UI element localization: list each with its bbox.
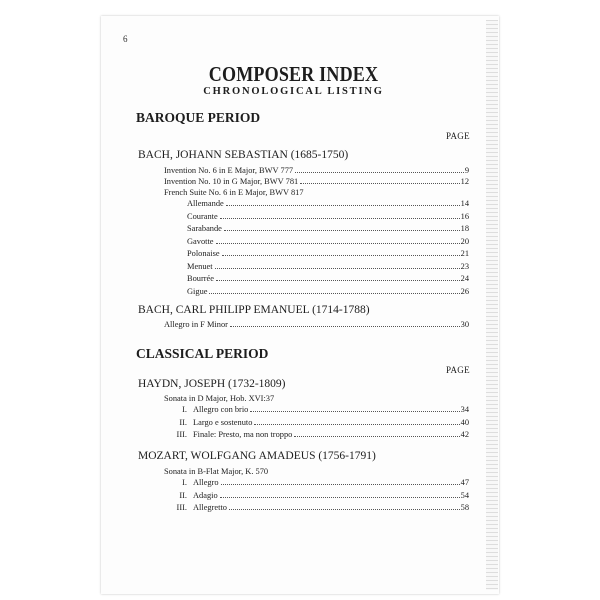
page-ref: 40	[460, 417, 469, 427]
work-title: Invention No. 6 in E Major, BWV 777	[164, 166, 294, 175]
toc-entry	[170, 502, 469, 515]
dot-leader	[215, 268, 460, 269]
movement-title: Gigue	[187, 286, 208, 296]
movement-title: Menuet	[187, 261, 213, 271]
bach-js-works	[164, 165, 469, 198]
page-ref: 9	[464, 166, 469, 175]
page-ref: 58	[460, 503, 469, 512]
page-title: COMPOSER INDEX	[208, 62, 379, 86]
sonata-title-text: Sonata in B-Flat Major, K. 570	[164, 467, 269, 476]
toc-entry	[170, 417, 469, 430]
toc-entry	[187, 198, 469, 211]
page-column-header-classical: PAGE	[446, 365, 470, 375]
toc-entry	[170, 429, 469, 442]
dot-leader	[222, 255, 460, 256]
dot-leader	[216, 243, 460, 244]
toc-entry	[187, 211, 469, 224]
dot-leader	[300, 183, 459, 184]
movement-title: Allemande	[187, 199, 224, 208]
classical-heading: CLASSICAL PERIOD	[136, 346, 269, 361]
movement-number: I.	[182, 478, 187, 487]
mozart-movements	[170, 477, 469, 515]
dot-leader	[221, 484, 460, 485]
toc-entry	[187, 261, 469, 274]
mozart-sonata-title	[164, 466, 469, 477]
dot-leader	[254, 424, 459, 425]
page-ref: 14	[460, 199, 469, 208]
movement-title: Allegro	[193, 478, 219, 487]
movement-title: Polonaise	[187, 249, 220, 258]
movement-title: Allegretto	[193, 503, 227, 512]
movement-title: Allegro con brio	[193, 405, 249, 414]
suite-title-text: French Suite No. 6 in E Major, BWV 817	[164, 188, 304, 197]
page-ref: 47	[460, 478, 469, 487]
work-title: Invention No. 10 in G Major, BWV 781	[164, 177, 299, 186]
sonata-title	[164, 393, 469, 404]
composer-bach-js: BACH, JOHANN SEBASTIAN (1685-1750)	[138, 149, 349, 161]
movement-title: Sarabande	[187, 224, 222, 233]
page-ref: 18	[460, 224, 469, 233]
page-ref: 24	[460, 274, 469, 283]
movement-title: Largo e sostenuto	[193, 417, 253, 427]
toc-entry	[164, 319, 469, 330]
suite-title	[164, 187, 469, 198]
toc-entry	[187, 273, 469, 286]
movement-title: Gavotte	[187, 236, 214, 246]
spiral-binding	[486, 20, 498, 590]
page-ref: 12	[460, 177, 469, 186]
movement-title: Bourrée	[187, 274, 214, 283]
dot-leader	[216, 280, 460, 281]
page-ref: 21	[460, 249, 469, 258]
movement-number: I.	[182, 405, 187, 414]
composer-bach-cpe: BACH, CARL PHILIPP EMANUEL (1714-1788)	[138, 304, 370, 316]
movement-number: III.	[176, 503, 187, 512]
sonata-title-text: Sonata in D Major, Hob. XVI:37	[164, 394, 275, 403]
work-title: Allegro in F Minor	[164, 320, 228, 329]
sonata-title	[164, 466, 469, 477]
toc-entry	[187, 286, 469, 299]
toc-entry	[170, 477, 469, 490]
dot-leader	[229, 509, 460, 510]
movement-number: II.	[179, 417, 187, 427]
dot-leader	[220, 218, 460, 219]
movement-number: II.	[179, 490, 187, 500]
page-ref: 30	[460, 320, 469, 329]
toc-entry	[187, 236, 469, 249]
toc-entry	[164, 176, 469, 187]
french-suite-movements	[187, 198, 469, 298]
page-column-header-baroque: PAGE	[446, 131, 470, 141]
dot-leader	[220, 497, 460, 498]
dot-leader	[224, 230, 460, 231]
dot-leader	[226, 205, 460, 206]
toc-entry	[187, 223, 469, 236]
toc-entry	[187, 248, 469, 261]
toc-entry	[164, 165, 469, 176]
page-subtitle: CHRONOLOGICAL LISTING	[203, 86, 384, 97]
page-ref: 26	[460, 286, 469, 296]
page-ref: 23	[460, 261, 469, 271]
page-number: 6	[123, 34, 128, 44]
toc-entry	[170, 404, 469, 417]
toc-entry	[170, 490, 469, 503]
page-ref: 54	[460, 490, 469, 500]
dot-leader	[250, 411, 459, 412]
movement-title: Adagio	[193, 490, 218, 500]
haydn-movements	[170, 404, 469, 442]
dot-leader	[209, 293, 459, 294]
dot-leader	[294, 436, 459, 437]
bach-cpe-works	[164, 319, 469, 330]
page-ref: 20	[460, 236, 469, 246]
composer-haydn: HAYDN, JOSEPH (1732-1809)	[138, 378, 286, 390]
baroque-heading: BAROQUE PERIOD	[136, 110, 261, 125]
page-ref: 16	[460, 211, 469, 221]
composer-mozart: MOZART, WOLFGANG AMADEUS (1756-1791)	[138, 450, 376, 462]
movement-title: Courante	[187, 211, 218, 221]
movement-number: III.	[176, 430, 187, 439]
page-ref: 34	[460, 405, 469, 414]
page-ref: 42	[460, 430, 469, 439]
haydn-sonata-title	[164, 393, 469, 404]
dot-leader	[230, 326, 460, 327]
dot-leader	[295, 172, 464, 173]
movement-title: Finale: Presto, ma non troppo	[193, 430, 293, 439]
